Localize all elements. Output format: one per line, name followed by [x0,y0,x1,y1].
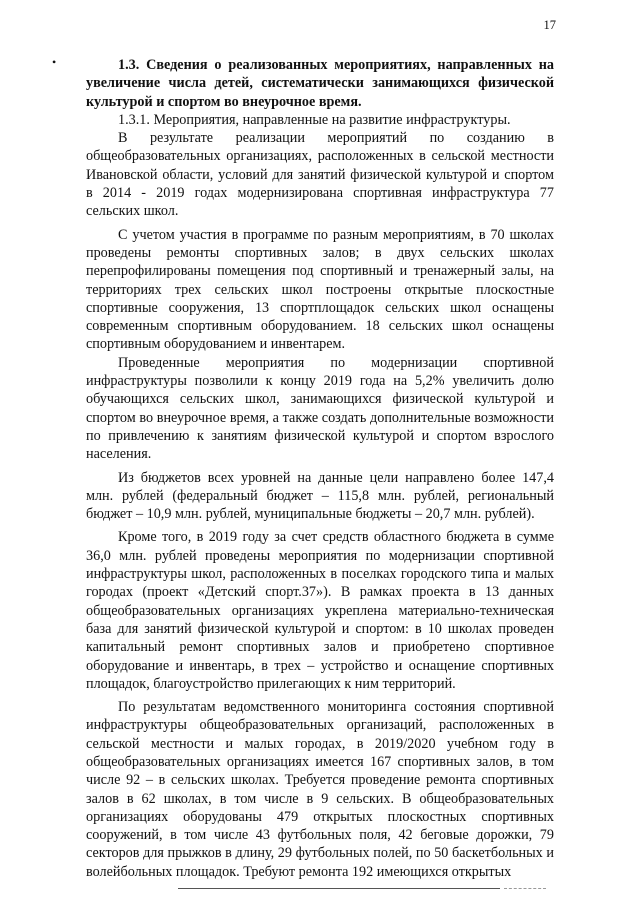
paragraph-detsky-sport-project: Кроме того, в 2019 году за счет средств областного бюджета в сумме 36,0 млн. рублей проведены мероприятия по модернизации спортивной инфраструктуры школ, расположенных в поселках городского типа и малых городах (проект «Детский спорт.37»). В рамках проекта в 13 данных общеобразовательных организациях укреплена материально-техническая база для занятий физической культурой и спортом: в 10 школах проведен капитальный ремонт спортивных залов и приобретено спортивное оборудование и инвентарь, в трех – устройство и оснащение спортивных площадок, благоустройство прилегающих к ним территорий. [86,529,554,692]
footer-rule-tail [504,888,546,889]
paragraph-program-participation: С учетом участия в программе по разным мероприятиям, в 70 школах проведены ремонты спортивных залов; в двух сельских школах перепрофилированы помещения под спортивный и тренажерный залы, на территориях трех сельских школ построены открытые плоскостные спортивные сооружения, 13 спортплощадок сельских школ оснащены современным спортивным оборудованием. 18 сельских школ оснащены спортивным оборудованием и инвентарем. [86,226,554,353]
paragraph-monitoring-results: По результатам ведомственного мониторинга состояния спортивной инфраструктуры общеобразовательных организаций, расположенных в сельской местности и малых городах, в 2019/2020 учебном году в общеобразовательных организациях имеется 167 спортивных залов, в том числе 92 – в сельских школах. Требуется проведение ремонта спортивных залов в 62 школах, в том числе в 9 сельских. В общеобразовательных организациях оборудованы 479 открытых плоскостных спортивных сооружений, в том числе 43 футбольных поля, 42 беговые дорожки, 79 секторов для прыжков в длину, 29 футбольных полей, по 50 баскетбольных и волейбольных площадок. Требуют ремонта 192 имеющихся открытых [86,699,554,880]
stray-scan-mark: • [52,55,57,69]
paragraph-infrastructure-results: В результате реализации мероприятий по созданию в общеобразовательных организациях, расположенных в сельской местности Ивановской области, условий для занятий физической культурой и спортом в 2014 - 2019 годах модернизирована спортивная инфраструктура 77 сельских школ. [86,130,554,220]
subsection-title: 1.3.1. Мероприятия, направленные на развитие инфраструктуры. [118,111,511,128]
section-heading: 1.3. Сведения о реализованных мероприятиях, направленных на увеличение числа детей, систематически занимающихся физической культурой и спортом во внеурочное время. [86,57,554,110]
paragraph-budget-funding: Из бюджетов всех уровней на данные цели направлено более 147,4 млн. рублей (федеральный бюджет – 115,8 млн. рублей, региональный бюджет – 10,9 млн. рублей, муниципальные бюджеты – 20,7 млн. рублей). [86,469,554,523]
footer-rule [178,888,500,889]
document-body [86,56,554,881]
paragraph-modernization-outcome: Проведенные мероприятия по модернизации спортивной инфраструктуры позволили к концу 2019 года на 5,2% увеличить долю обучающихся сельских школ, занимающихся физической культурой и спортом во внеурочное время, а также создать дополнительные возможности по привлечению к занятиям физической культурой и спортом взрослого населения. [86,354,554,463]
page-number: 17 [543,18,556,32]
